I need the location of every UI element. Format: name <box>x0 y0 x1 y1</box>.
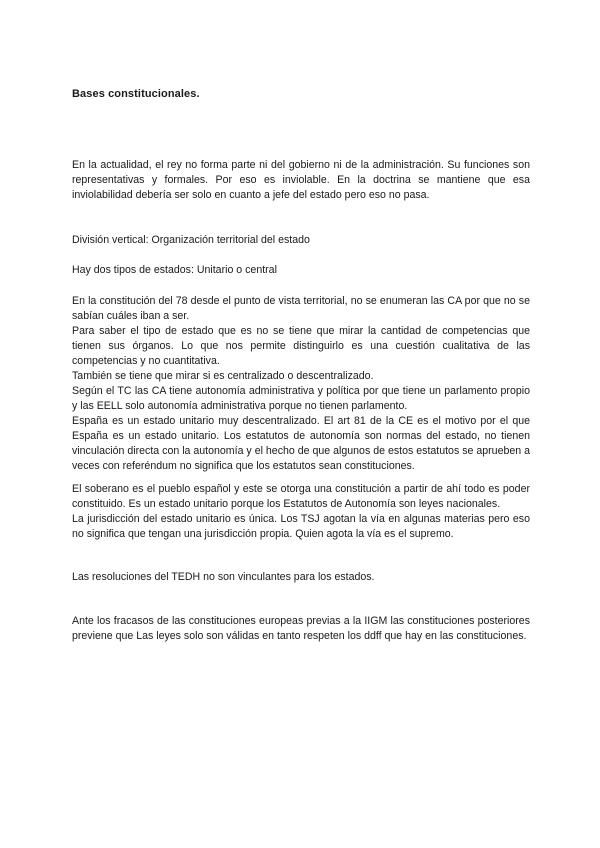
paragraph-constitucion-78 <box>72 294 530 474</box>
paragraph-rey <box>72 158 530 203</box>
line-ca: En la constitución del 78 desde el punto de vista territorial, no se enumeran las CA por que no se sabían cuáles iban a ser. <box>72 295 530 322</box>
line-centralizado: También se tiene que mirar si es centralizado o descentralizado. <box>72 370 374 382</box>
paragraph-rey-text: En la actualidad, el rey no forma parte ni del gobierno ni de la administración. Su funciones son representativas y formales. Por eso es inviolable. En la doctrina se mantiene que esa inviolabilidad debería ser solo en cuanto a jefe del estado pero eso no pasa. <box>72 159 530 201</box>
paragraph-soberano <box>72 482 530 542</box>
line-tc: Según el TC las CA tiene autonomía administrativa y política por que tiene un parlamento propio y las EELL solo autonomía administrativa porque no tienen parlamento. <box>72 385 530 412</box>
paragraph-tipos-estado: Hay dos tipos de estados: Unitario o central <box>72 264 277 276</box>
line-jurisdiccion: La jurisdicción del estado unitario es única. Los TSJ agotan la vía en algunas materias pero eso no significa que tengan una jurisdicción propia. Quien agota la vía es el supremo. <box>72 513 530 540</box>
paragraph-division-vertical: División vertical: Organización territorial del estado <box>72 234 310 246</box>
document-title: Bases constitucionales. <box>72 88 200 100</box>
line-competencias: Para saber el tipo de estado que es no se tiene que mirar la cantidad de competencias que tienen sus órganos. Lo que nos permite distinguirlo es una cuestión cualitativa de las competencias y no cuantitativa. <box>72 325 530 367</box>
line-pueblo: El soberano es el pueblo español y este se otorga una constitución a partir de ahí todo es poder constituido. Es un estado unitario porque los Estatutos de Autonomía son leyes nacionales. <box>72 483 530 510</box>
line-espana-unitario: España es un estado unitario muy descentralizado. El art 81 de la CE es el motivo por el que España es un estado unitario. Los estatutos de autonomía son normas del estado, no tienen vinculación directa con la autonomía y el hecho de que algunos de estos estatutos se aprueben a veces con referéndum no significa que los estatutos sean constituciones. <box>72 415 530 472</box>
paragraph-tedh: Las resoluciones del TEDH no son vinculantes para los estados. <box>72 571 375 583</box>
paragraph-iigm: Ante los fracasos de las constituciones europeas previas a la IIGM las constituciones posteriores previene que Las leyes solo son válidas en tanto respeten los ddff que hay en las constituciones. <box>72 615 530 642</box>
